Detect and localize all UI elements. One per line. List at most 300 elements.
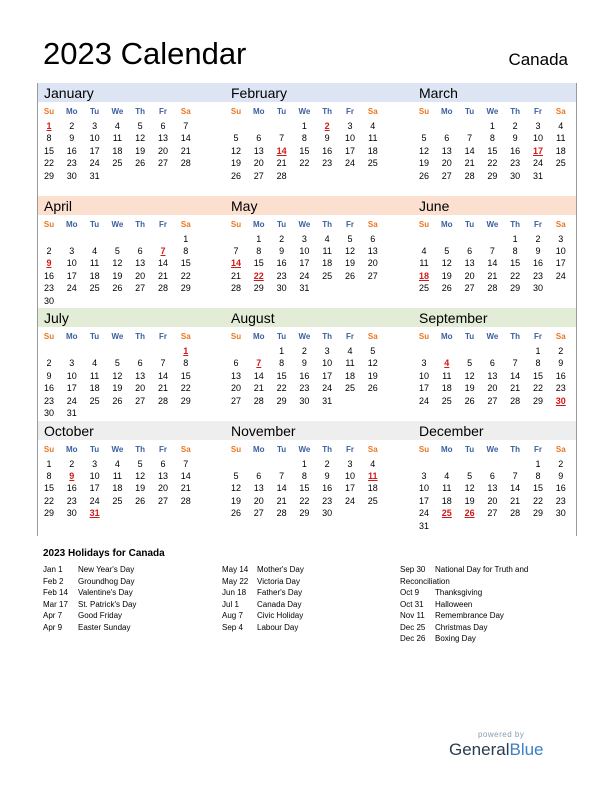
holiday-row (400, 622, 560, 634)
weekday-header: Tu (465, 332, 475, 341)
day-cell: 24 (89, 158, 100, 169)
day-cell: 11 (368, 133, 378, 144)
day-cell: 18 (89, 383, 100, 394)
day-cell: 5 (114, 358, 120, 369)
weekday-header: Fr (159, 219, 167, 229)
day-cell: 22 (180, 270, 191, 281)
day-cell: 6 (160, 458, 166, 469)
day-cell: 21 (180, 145, 191, 156)
holiday-date: Dec 26 (400, 634, 426, 643)
day-cell: 3 (92, 458, 98, 469)
day-cell: 21 (276, 158, 287, 169)
weekday-header: Th (135, 332, 146, 341)
day-cell: 4 (444, 470, 450, 481)
weekday-header: Mo (253, 219, 265, 229)
day-cell: 11 (112, 470, 123, 481)
day-cell: 13 (253, 483, 264, 494)
holiday-date: Apr 7 (43, 611, 63, 620)
weekday-header: Su (43, 107, 55, 116)
day-cell: 11 (322, 245, 332, 256)
holiday-day-cell: 1 (46, 121, 52, 131)
day-cell: 4 (114, 121, 120, 131)
day-cell: 6 (233, 358, 239, 369)
day-cell: 4 (370, 121, 376, 131)
day-cell: 14 (510, 483, 521, 494)
day-cell: 26 (230, 170, 241, 181)
holiday-row (400, 610, 560, 622)
day-cell: 27 (135, 283, 146, 294)
day-cell: 29 (532, 508, 543, 519)
day-cell: 24 (66, 283, 77, 294)
weekday-header: Su (418, 332, 430, 341)
holiday-row (43, 587, 136, 599)
day-cell: 3 (535, 121, 541, 131)
weekday-header: Th (510, 107, 521, 116)
day-cell: 14 (180, 133, 191, 144)
day-cell: 2 (558, 458, 564, 469)
day-cell: 30 (510, 170, 521, 181)
holidays-heading: 2023 Holidays for Canada (43, 548, 165, 559)
holiday-name: Mother's Day (257, 565, 304, 574)
month-name: November (231, 422, 296, 439)
day-cell: 19 (464, 495, 475, 506)
day-cell: 9 (324, 470, 330, 481)
day-cell: 15 (510, 258, 521, 269)
day-cell: 7 (279, 133, 285, 144)
day-cell: 15 (299, 145, 310, 156)
day-cell: 17 (66, 383, 77, 394)
month-may (225, 196, 385, 309)
day-cell: 27 (230, 395, 241, 406)
holiday-date: Jul 1 (222, 599, 239, 609)
day-cell: 22 (276, 383, 287, 394)
day-cell: 29 (299, 508, 310, 519)
weekday-header: We (486, 332, 499, 341)
day-cell: 9 (324, 133, 330, 144)
holiday-date: Sep 30 (400, 565, 426, 574)
day-cell: 4 (558, 121, 564, 131)
holiday-day-cell: 22 (253, 270, 264, 281)
day-cell: 30 (322, 508, 333, 519)
day-cell: 29 (180, 395, 191, 406)
holiday-row (43, 610, 136, 622)
month-february (225, 83, 385, 196)
day-cell: 21 (157, 383, 168, 394)
weekday-header: Sa (180, 332, 191, 341)
weekday-header: We (111, 219, 124, 229)
weekday-header: Th (322, 332, 333, 341)
day-cell: 25 (89, 283, 100, 294)
weekday-header: Fr (534, 219, 542, 229)
weekday-header: Tu (90, 332, 100, 341)
day-cell: 25 (418, 283, 429, 294)
day-cell: 2 (558, 346, 564, 356)
day-cell: 12 (344, 245, 355, 256)
holiday-date: Jan 1 (43, 565, 63, 574)
day-cell: 5 (421, 133, 427, 144)
holiday-day-cell: 7 (256, 358, 262, 369)
day-cell: 30 (66, 508, 77, 519)
weekday-header: Tu (90, 219, 100, 229)
day-cell: 31 (89, 170, 100, 181)
weekday-header: Th (510, 219, 521, 229)
day-cell: 23 (66, 495, 77, 506)
month-april (38, 196, 198, 309)
day-cell: 25 (367, 158, 378, 169)
holiday-day-cell: 14 (276, 145, 287, 156)
day-cell: 30 (299, 395, 310, 406)
day-cell: 16 (532, 258, 543, 269)
day-cell: 25 (555, 158, 566, 169)
day-cell: 24 (418, 508, 429, 519)
day-cell: 26 (230, 508, 241, 519)
day-cell: 20 (487, 383, 498, 394)
holiday-row (400, 587, 560, 599)
holiday-column (222, 564, 304, 633)
weekday-header: Tu (277, 107, 287, 116)
weekday-header: Th (322, 219, 333, 229)
day-cell: 6 (467, 245, 473, 256)
weekday-header: Su (418, 219, 430, 229)
day-cell: 10 (418, 483, 429, 494)
weekday-header: Tu (277, 444, 287, 454)
day-cell: 24 (299, 270, 310, 281)
day-cell: 28 (510, 508, 521, 519)
day-cell: 1 (46, 458, 52, 469)
day-cell: 15 (43, 145, 54, 156)
day-cell: 16 (43, 383, 54, 394)
day-cell: 22 (43, 495, 54, 506)
holiday-name: Thanksgiving (435, 588, 483, 597)
day-cell: 23 (510, 158, 521, 169)
day-cell: 18 (555, 145, 566, 156)
day-cell: 9 (69, 133, 75, 144)
weekday-header: Tu (90, 107, 100, 116)
day-cell: 29 (43, 170, 54, 181)
day-cell: 4 (347, 346, 353, 356)
holiday-name: Boxing Day (435, 634, 476, 643)
day-cell: 3 (92, 121, 98, 131)
day-cell: 6 (489, 358, 495, 369)
day-cell: 2 (69, 458, 75, 469)
weekday-header: Mo (66, 444, 78, 454)
day-cell: 28 (157, 395, 168, 406)
day-cell: 17 (299, 258, 310, 269)
holiday-day-cell: 9 (69, 470, 75, 481)
day-cell: 6 (444, 133, 450, 144)
day-cell: 13 (487, 483, 498, 494)
day-cell: 26 (112, 283, 123, 294)
day-cell: 9 (46, 370, 52, 381)
month-september (413, 308, 573, 421)
day-cell: 27 (487, 508, 498, 519)
day-cell: 27 (157, 158, 168, 169)
day-cell: 30 (276, 283, 287, 294)
holiday-row (222, 622, 304, 634)
day-cell: 20 (464, 270, 475, 281)
weekday-header: We (111, 332, 124, 341)
day-cell: 18 (441, 495, 452, 506)
day-cell: 29 (510, 283, 521, 294)
weekday-header: Th (510, 444, 521, 454)
day-cell: 4 (324, 233, 330, 244)
day-cell: 22 (180, 383, 191, 394)
day-cell: 7 (512, 470, 518, 481)
day-cell: 12 (230, 145, 241, 156)
day-cell: 19 (418, 158, 429, 169)
day-cell: 13 (230, 370, 241, 381)
day-cell: 10 (299, 245, 310, 256)
day-cell: 21 (510, 495, 521, 506)
weekday-header: Tu (277, 219, 287, 229)
day-cell: 21 (464, 158, 475, 169)
day-cell: 26 (344, 270, 355, 281)
day-cell: 17 (344, 145, 355, 156)
month-august (225, 308, 385, 421)
day-cell: 22 (43, 158, 54, 169)
day-cell: 24 (66, 395, 77, 406)
day-cell: 16 (322, 483, 333, 494)
day-cell: 15 (487, 145, 498, 156)
holiday-name: Christmas Day (435, 622, 488, 632)
day-cell: 22 (510, 270, 521, 281)
weekday-header: Fr (346, 444, 354, 454)
day-cell: 14 (276, 483, 287, 494)
day-cell: 12 (464, 370, 475, 381)
weekday-header: Sa (367, 444, 378, 454)
day-cell: 5 (137, 458, 143, 469)
weekday-header: Th (135, 107, 146, 116)
day-cell: 10 (89, 133, 100, 144)
weekday-header: Su (43, 219, 55, 229)
weekday-header: Mo (253, 107, 265, 116)
day-cell: 30 (532, 283, 543, 294)
day-cell: 25 (322, 270, 333, 281)
day-cell: 1 (279, 346, 285, 356)
weekday-header: Sa (555, 444, 566, 454)
weekday-header: Sa (180, 107, 191, 116)
day-cell: 28 (487, 283, 498, 294)
holiday-date: Aug 7 (222, 611, 243, 620)
weekday-header: Su (43, 444, 55, 454)
day-cell: 16 (555, 483, 566, 494)
day-cell: 17 (344, 483, 355, 494)
day-cell: 2 (512, 121, 518, 131)
day-cell: 9 (512, 133, 518, 144)
day-cell: 28 (180, 495, 191, 506)
day-cell: 22 (299, 495, 310, 506)
day-cell: 7 (160, 358, 166, 369)
day-cell: 14 (464, 145, 475, 156)
month-december (413, 421, 573, 534)
holiday-name: Halloween (435, 599, 473, 609)
day-cell: 12 (112, 258, 123, 269)
quarter-1 (38, 83, 576, 196)
month-november (225, 421, 385, 534)
holiday-row (43, 622, 136, 634)
day-cell: 28 (464, 170, 475, 181)
weekday-header: We (111, 444, 124, 454)
day-cell: 5 (347, 233, 353, 244)
holiday-column (43, 564, 136, 633)
month-name: September (419, 310, 488, 326)
holiday-name: Civic Holiday (257, 611, 304, 620)
day-cell: 21 (157, 270, 168, 281)
day-cell: 7 (512, 358, 518, 369)
day-cell: 3 (69, 358, 75, 369)
day-cell: 3 (324, 346, 330, 356)
day-cell: 16 (276, 258, 287, 269)
holiday-name: Victoria Day (257, 576, 300, 586)
day-cell: 26 (418, 170, 429, 181)
brand-blue: Blue (509, 740, 544, 759)
day-cell: 7 (183, 121, 189, 131)
day-cell: 10 (344, 133, 355, 144)
holiday-name: National Day for Truth and Reconciliation (400, 565, 529, 586)
day-cell: 24 (89, 495, 100, 506)
holiday-name: Canada Day (257, 599, 302, 609)
weekday-header: Th (322, 444, 333, 454)
day-cell: 8 (489, 133, 495, 144)
holiday-row (222, 587, 304, 599)
day-cell: 24 (322, 383, 333, 394)
holiday-row (400, 564, 560, 587)
month-name: June (419, 197, 450, 214)
day-cell: 20 (367, 258, 378, 269)
weekday-header: Fr (346, 107, 354, 116)
day-cell: 24 (555, 270, 566, 281)
day-cell: 17 (322, 370, 333, 381)
weekday-header: Mo (66, 332, 78, 341)
day-cell: 28 (510, 395, 521, 406)
day-cell: 14 (180, 470, 191, 481)
day-cell: 22 (299, 158, 310, 169)
day-cell: 29 (180, 283, 191, 294)
weekday-header: Su (418, 107, 430, 116)
weekday-header: Fr (534, 444, 542, 454)
day-cell: 2 (324, 458, 330, 469)
weekday-header: Tu (277, 332, 287, 341)
day-cell: 29 (276, 395, 287, 406)
holiday-day-cell: 2 (324, 121, 330, 131)
holiday-name: Father's Day (257, 588, 303, 597)
day-cell: 28 (230, 283, 241, 294)
day-cell: 18 (344, 370, 355, 381)
day-cell: 23 (43, 283, 54, 294)
day-cell: 28 (180, 158, 191, 169)
day-cell: 26 (135, 158, 146, 169)
weekday-header: Su (43, 332, 55, 341)
day-cell: 5 (137, 121, 143, 131)
calendar-grid (37, 83, 577, 536)
day-cell: 11 (419, 258, 429, 269)
day-cell: 10 (555, 245, 566, 256)
month-name: October (44, 422, 94, 439)
page-title: 2023 Calendar (43, 36, 247, 71)
month-name: January (44, 85, 94, 101)
holiday-row (400, 599, 560, 611)
day-cell: 18 (367, 145, 378, 156)
day-cell: 23 (322, 158, 333, 169)
day-cell: 16 (66, 483, 77, 494)
holiday-date: May 22 (222, 576, 249, 586)
day-cell: 20 (441, 158, 452, 169)
day-cell: 10 (322, 358, 333, 369)
day-cell: 3 (301, 233, 307, 244)
holiday-day-cell: 18 (418, 270, 429, 281)
day-cell: 20 (253, 158, 264, 169)
day-cell: 8 (535, 470, 541, 481)
powered-by-label: powered by (478, 730, 525, 739)
day-cell: 31 (322, 395, 333, 406)
day-cell: 15 (299, 483, 310, 494)
quarter-2 (38, 196, 576, 309)
day-cell: 13 (367, 245, 378, 256)
day-cell: 17 (418, 383, 429, 394)
generalblue-logo[interactable] (449, 740, 544, 760)
weekday-header: Su (230, 444, 242, 454)
weekday-header: Tu (465, 107, 475, 116)
day-cell: 25 (344, 383, 355, 394)
day-cell: 15 (43, 483, 54, 494)
day-cell: 22 (532, 383, 543, 394)
day-cell: 20 (253, 495, 264, 506)
weekday-header: Mo (441, 332, 453, 341)
day-cell: 11 (442, 370, 452, 381)
holiday-column (400, 564, 560, 645)
day-cell: 12 (464, 483, 475, 494)
day-cell: 3 (421, 470, 427, 481)
day-cell: 5 (444, 245, 450, 256)
month-january (38, 83, 198, 196)
holiday-day-cell: 17 (532, 145, 543, 156)
day-cell: 11 (89, 370, 100, 381)
weekday-header: We (298, 444, 311, 454)
day-cell: 1 (535, 458, 541, 469)
day-cell: 19 (112, 270, 123, 281)
day-cell: 26 (441, 283, 452, 294)
holiday-day-cell: 4 (444, 358, 450, 369)
weekday-header: Mo (441, 444, 453, 454)
weekday-header: Sa (367, 332, 378, 341)
day-cell: 2 (46, 358, 52, 369)
day-cell: 19 (230, 495, 241, 506)
weekday-header: Su (230, 332, 242, 341)
weekday-header: Mo (66, 219, 78, 229)
weekday-header: Mo (441, 107, 453, 116)
day-cell: 23 (43, 395, 54, 406)
day-cell: 20 (157, 483, 168, 494)
weekday-header: We (486, 107, 499, 116)
day-cell: 1 (489, 121, 495, 131)
day-cell: 28 (253, 395, 264, 406)
day-cell: 19 (344, 258, 355, 269)
day-cell: 9 (558, 470, 564, 481)
weekday-header: Tu (90, 444, 100, 454)
day-cell: 26 (135, 495, 146, 506)
day-cell: 31 (418, 520, 429, 531)
day-cell: 31 (299, 283, 310, 294)
weekday-header: Sa (180, 444, 191, 454)
day-cell: 3 (347, 458, 353, 469)
day-cell: 2 (69, 121, 75, 131)
day-cell: 5 (233, 470, 239, 481)
holiday-date: Feb 2 (43, 576, 64, 586)
day-cell: 2 (279, 233, 285, 244)
month-name: July (44, 310, 69, 326)
holiday-row (222, 610, 304, 622)
weekday-header: Mo (441, 219, 453, 229)
